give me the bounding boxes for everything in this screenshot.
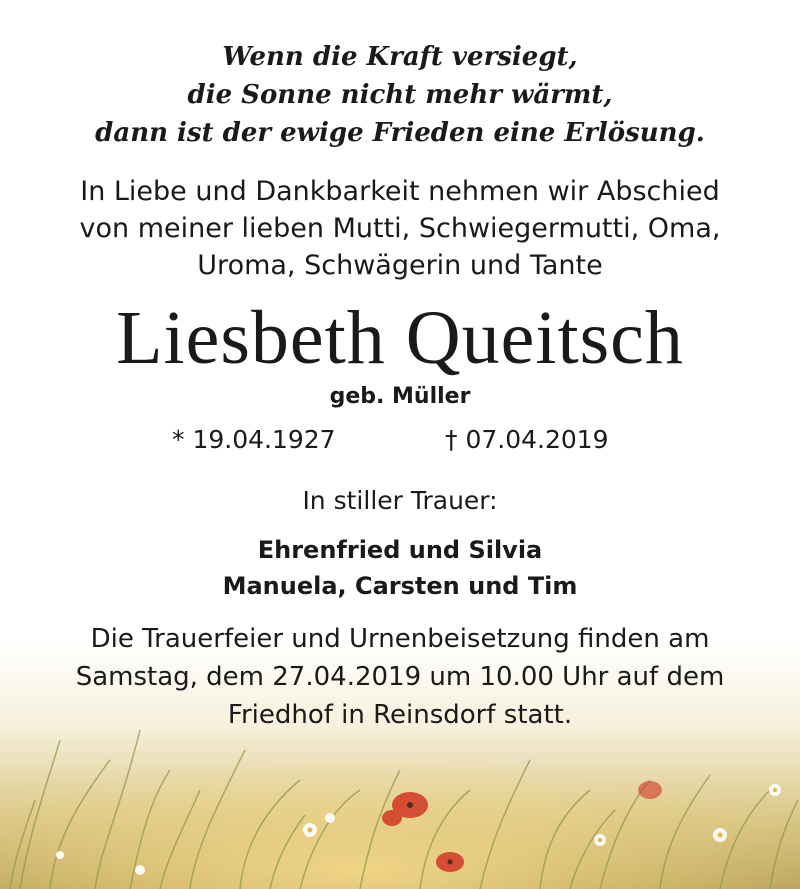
ceremony-details xyxy=(0,620,800,734)
poem-line: die Sonne nicht mehr wärmt, xyxy=(187,80,613,110)
deceased-name: Liesbeth Queitsch xyxy=(116,296,684,380)
mourner-name: Manuela, Carsten und Tim xyxy=(222,572,578,600)
mourner-names xyxy=(0,532,800,604)
poem-line: dann ist der ewige Frieden eine Erlösung. xyxy=(95,118,705,148)
poem-line: Wenn die Kraft versiegt, xyxy=(222,42,578,72)
ceremony-line: Samstag, dem 27.04.2019 um 10.00 Uhr auf dem xyxy=(75,662,725,692)
mourner-name: Ehrenfried und Silvia xyxy=(257,536,543,564)
intro-line: In Liebe und Dankbarkeit nehmen wir Abschied xyxy=(80,176,720,207)
ceremony-line: Friedhof in Reinsdorf statt. xyxy=(227,700,573,730)
ceremony-line: Die Trauerfeier und Urnenbeisetzung finden am xyxy=(90,624,710,654)
death-date: † 07.04.2019 xyxy=(445,425,609,454)
poem xyxy=(0,38,800,152)
birth-name: geb. Müller xyxy=(329,384,471,409)
intro-line: von meiner lieben Mutti, Schwiegermutti, Oma, xyxy=(79,213,721,244)
birth-date: * 19.04.1927 xyxy=(172,425,336,454)
intro-text xyxy=(0,173,800,284)
mourning-label: In stiller Trauer: xyxy=(302,486,498,515)
intro-line: Uroma, Schwägerin und Tante xyxy=(197,250,603,281)
